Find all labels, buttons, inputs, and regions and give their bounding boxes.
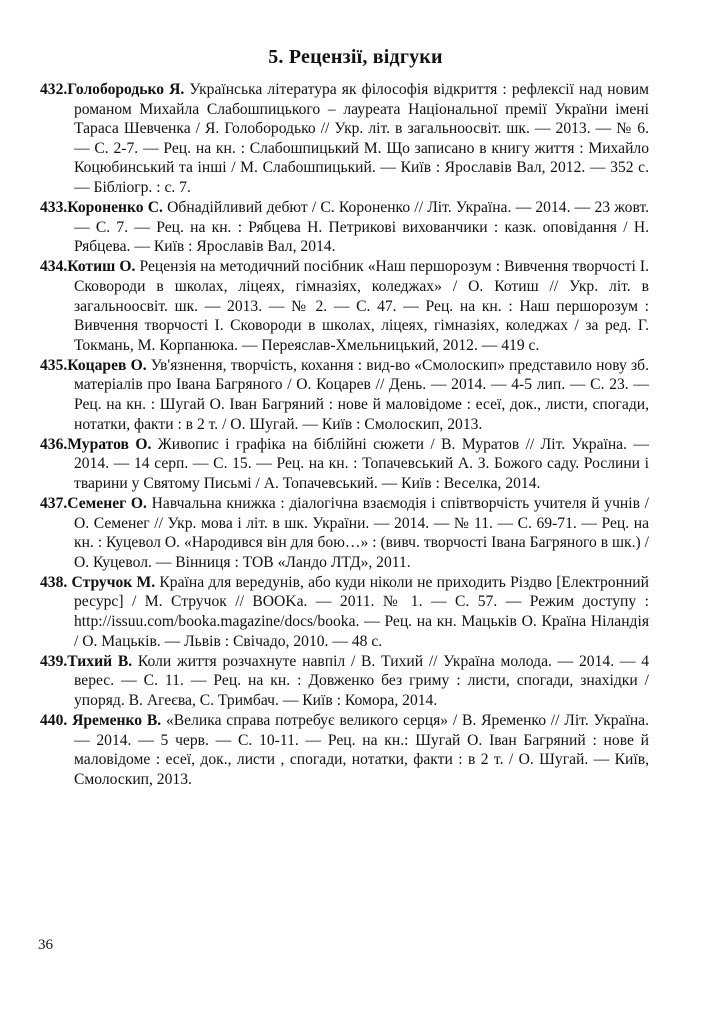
- bibliography-entry: [40, 652, 649, 711]
- page-number: 36: [38, 937, 53, 953]
- bibliography-list: [40, 80, 649, 790]
- entry-number: 433.: [40, 199, 68, 217]
- entry-text: Рецензія на методичний посібник «Наш першорозум : Вивчення творчості І. Сковороди в школах, ліцеях, гімназіях, коледжах» / О. Котиш // Укр. літ. в загальноосвіт. шк. — 2013. — № 2. — С. 47. — Рец. на кн. : Наш першорозум : Вивчення творчості І. Сковороди в школах, ліцеях, гімназіях, коледжах / за ред. Г. Токмань, М. Корпанюка. — Переяслав-Хмельницький, 2012. — 419 с.: [74, 258, 649, 354]
- entry-text: Коли життя розчахнуте навпіл / В. Тихий // Україна молода. — 2014. — 4 верес. — С. 11. — Рец. на кн. : Довженко без гриму : листи, спогади, знахідки / упоряд. В. Агеєва, С. Тримбач. — Київ : Комора, 2014.: [74, 652, 649, 709]
- entry-text: Живопис і графіка на біблійні сюжети / В. Муратов // Літ. Україна. — 2014. — 14 серп. — С. 15. — Рец. на кн. : Топачевський А. З. Божого саду. Рослини і тварини у Святому Письмі / А. Топачевський. — Київ : Веселка, 2014.: [74, 435, 649, 492]
- bibliography-entry: [40, 257, 649, 355]
- entry-text: Українська література як філософія відкриття : рефлексії над новим романом Михайла Слабошпицького – лауреата Національної премії України імені Тараса Шевченка / Я. Голобородько // Укр. літ. в загальноосвіт. шк. — 2013. — № 6. — С. 2-7. — Рец. на кн. : Слабошпицький М. Що записано в книгу життя : Михайло Коцюбинський та інші / М. Слабошпицький. — Київ : Ярославів Вал, 2012. — 352 с. — Бібліогр. : с. 7.: [74, 81, 649, 196]
- entry-number: 439.: [40, 652, 68, 670]
- entry-author: Голобородько Я.: [67, 81, 185, 98]
- entry-author: Муратов О.: [67, 435, 152, 453]
- bibliography-entry: [40, 80, 649, 198]
- section-title: 5. Рецензії, відгуки: [268, 46, 443, 68]
- entry-text: Ув'язнення, творчість, кохання : вид-во «Смолоскип» представило нову зб. матеріалів про Івана Багряного / О. Коцарев // День. — 2014. — 4-5 лип. — С. 23. — Рец. на кн. : Шугай О. Іван Багряний : нове й маловідоме : есеї, док., листи, спогади, нотатки, факти : в 2 т. / О. Шугай. — Київ : Смолоскип, 2013.: [74, 356, 649, 433]
- entry-text: Навчальна книжка : діалогічна взаємодія і співтворчість учителя й учнів / О. Семенег // Укр. мова і літ. в шк. України. — 2014. — № 11. — С. 69-71. — Рец. на кн. : Куцевол О. «Народився він для бою…» : (вивч. творчості Івана Багряного в шк.) / О. Куцевол. — Вінниця : ТОВ «Ландо ЛТД», 2011.: [74, 494, 649, 571]
- entry-author: Яременко В.: [67, 712, 162, 729]
- entry-number: 435.: [40, 356, 68, 374]
- entry-text: «Велика справа потребує великого серця» / В. Яременко // Літ. Україна. — 2014. — 5 черв. — С. 10-11. — Рец. на кн.: Шугай О. Іван Багряний : нове й маловідоме : есеї, док., листи , спогади, нотатки, факти : в 2 т. / О. Шугай. — Київ, Смолоскип, 2013.: [74, 712, 649, 788]
- entry-author: Семенег О.: [67, 494, 147, 512]
- entry-number: 434.: [40, 258, 68, 276]
- bibliography-entry: [40, 573, 649, 651]
- bibliography-entry: [40, 356, 649, 434]
- bibliography-entry: [40, 435, 649, 494]
- entry-number: 440.: [40, 712, 68, 729]
- entry-text: Країна для вередунів, або куди ніколи не приходить Різдво [Електронний ресурс] / М. Стручок // BOOKa. — 2011. № 1. — С. 57. — Режим доступу : http://issuu.com/booka.magazine/docs/booka. — Рец. на кн. Мацьків О. Країна Ніландія / О. Мацьків. — Львів : Свічадо, 2010. — 48 с.: [74, 573, 649, 650]
- entry-author: Стручок М.: [67, 573, 156, 591]
- entry-author: Тихий В.: [67, 652, 133, 670]
- bibliography-entry: [40, 711, 649, 789]
- entry-number: 438.: [40, 573, 68, 591]
- entry-number: 432.: [40, 81, 68, 98]
- entry-author: Коцарев О.: [67, 356, 147, 374]
- entry-text: Обнадійливий дебют / С. Короненко // Літ. Україна. — 2014. — 23 жовт. — С. 7. — Рец. на кн. : Рябцева Н. Петрикові вихованчики : казк. оповідання / Н. Рябцева. — Київ : Ярославів Вал, 2014.: [74, 199, 649, 256]
- entry-author: Короненко С.: [67, 199, 163, 217]
- entry-author: Котиш О.: [67, 258, 136, 276]
- bibliography-entry: [40, 494, 649, 572]
- bibliography-entry: [40, 198, 649, 257]
- entry-number: 437.: [40, 494, 68, 512]
- entry-number: 436.: [40, 435, 68, 453]
